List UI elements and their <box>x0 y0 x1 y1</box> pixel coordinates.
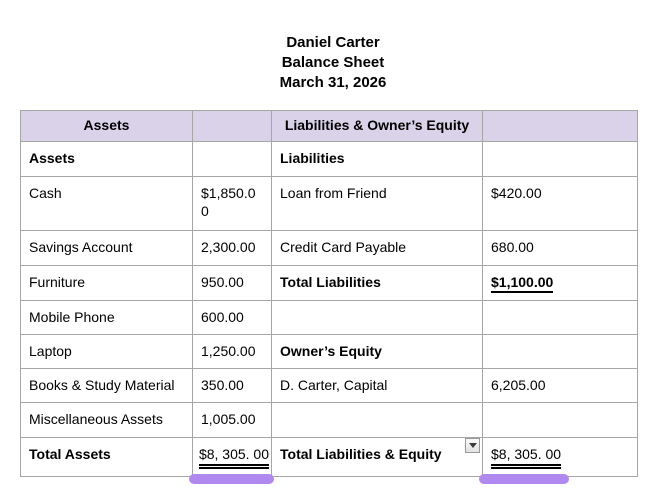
asset-name-cell: Cash <box>21 177 193 231</box>
liability-amount-cell <box>483 403 638 438</box>
asset-amount-cell: $1,850.00 <box>193 177 272 231</box>
asset-name-cell: Furniture <box>21 266 193 301</box>
table-row <box>21 266 638 301</box>
total-assets-amount-cell <box>193 438 272 477</box>
table-row <box>21 301 638 335</box>
assets-section-label-cell: Assets <box>21 142 193 177</box>
asset-name-cell: Books & Study Material <box>21 369 193 403</box>
asset-amount-cell: 600.00 <box>193 301 272 335</box>
asset-amount-cell: 1,005.00 <box>193 403 272 438</box>
liability-name-cell <box>272 301 483 335</box>
liabilities-section-label-cell: Liabilities <box>272 142 483 177</box>
total-liabilities-equity-label: Total Liabilities & Equity <box>280 446 442 462</box>
totals-row <box>21 438 638 477</box>
table-row <box>21 177 638 231</box>
asset-name-cell: Mobile Phone <box>21 301 193 335</box>
liability-name-cell <box>272 403 483 438</box>
liability-name-cell: Loan from Friend <box>272 177 483 231</box>
total-liabilities-amount-cell <box>483 266 638 301</box>
liability-amount-cell <box>483 335 638 369</box>
liability-amount-cell: 680.00 <box>483 231 638 266</box>
header-liabilities-equity-cell: Liabilities & Owner’s Equity <box>272 111 483 142</box>
document-title <box>5 33 656 93</box>
table-header-row <box>21 111 638 142</box>
liability-amount-cell: $420.00 <box>483 177 638 231</box>
asset-name-cell: Miscellaneous Assets <box>21 403 193 438</box>
asset-amount-cell: 350.00 <box>193 369 272 403</box>
title-document-type: Balance Sheet <box>281 54 385 71</box>
table-row <box>21 335 638 369</box>
total-liabilities-equity-label-cell <box>272 438 483 477</box>
total-assets-amount: $8, 305. 00 <box>199 445 269 469</box>
liability-name-cell: Credit Card Payable <box>272 231 483 266</box>
total-assets-label-cell: Total Assets <box>21 438 193 477</box>
header-empty-cell <box>193 111 272 142</box>
section-row <box>21 142 638 177</box>
header-empty-cell <box>483 111 638 142</box>
dropdown-button[interactable] <box>465 438 480 453</box>
balance-sheet-table <box>20 110 638 477</box>
table-row <box>21 403 638 438</box>
asset-amount-cell: 950.00 <box>193 266 272 301</box>
total-liabilities-equity-amount: $8, 305. 00 <box>491 445 561 469</box>
table-row <box>21 231 638 266</box>
asset-amount-cell: 2,300.00 <box>193 231 272 266</box>
capital-name-cell: D. Carter, Capital <box>272 369 483 403</box>
title-date: March 31, 2026 <box>279 74 387 91</box>
highlight-mark-total-assets <box>189 474 274 484</box>
owners-equity-section-label-cell: Owner’s Equity <box>272 335 483 369</box>
liability-amount-cell <box>483 142 638 177</box>
total-liabilities-equity-amount-cell <box>483 438 638 477</box>
total-liabilities-amount: $1,100.00 <box>491 273 553 293</box>
triangle-down-icon <box>469 443 477 448</box>
asset-amount-cell: 1,250.00 <box>193 335 272 369</box>
asset-amount-cell <box>193 142 272 177</box>
asset-name-cell: Savings Account <box>21 231 193 266</box>
title-person-name: Daniel Carter <box>286 34 380 51</box>
total-liabilities-label-cell: Total Liabilities <box>272 266 483 301</box>
table-row <box>21 369 638 403</box>
liability-amount-cell <box>483 301 638 335</box>
header-assets-cell: Assets <box>21 111 193 142</box>
capital-amount-cell: 6,205.00 <box>483 369 638 403</box>
highlight-mark-total-liabilities-equity <box>479 474 569 484</box>
asset-name-cell: Laptop <box>21 335 193 369</box>
